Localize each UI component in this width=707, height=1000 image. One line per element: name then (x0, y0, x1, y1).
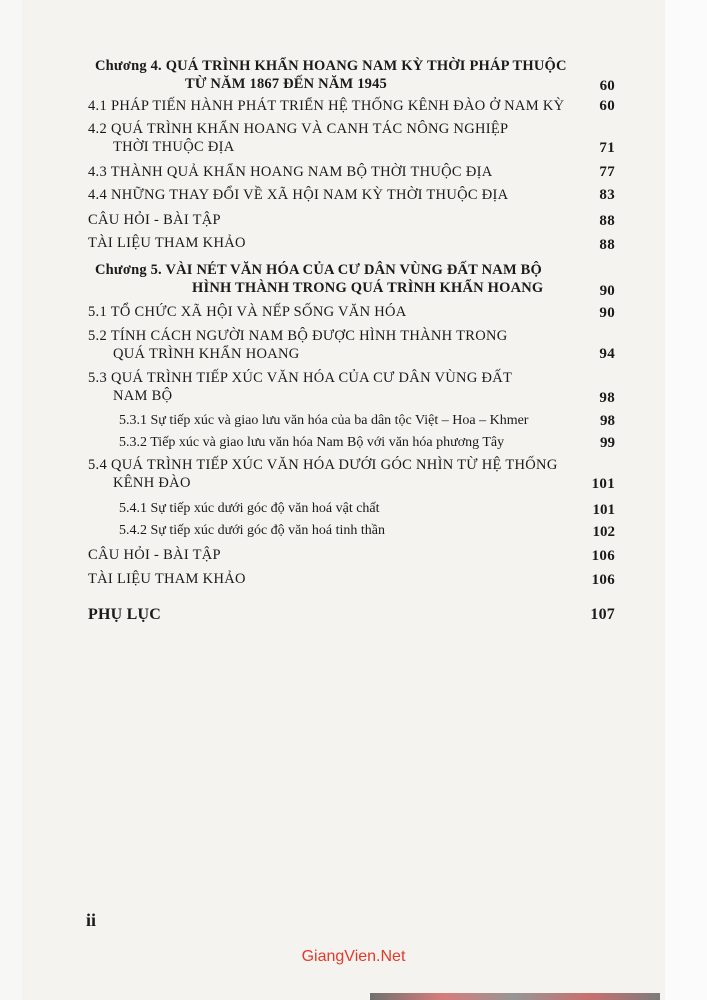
toc-section-5-3 (88, 366, 615, 408)
toc-entry-title: PHỤ LỤC (88, 606, 161, 623)
toc-page-number: 99 (600, 435, 615, 451)
toc-page-number: 106 (591, 548, 615, 564)
toc-page-number: 101 (591, 476, 615, 492)
toc-section-4-2 (88, 118, 615, 160)
page-right-edge (665, 0, 707, 1000)
toc-page-number: 106 (591, 572, 615, 588)
toc-references-4 (88, 232, 615, 258)
toc-section-4-4 (88, 184, 615, 208)
watermark: GiangVien.Net (301, 948, 406, 965)
table-of-contents (88, 52, 615, 630)
toc-entry-title: 4.2 QUÁ TRÌNH KHẨN HOANG VÀ CANH TÁC NÔNG NGHIỆP (88, 121, 509, 137)
toc-page-number: 60 (599, 98, 615, 114)
toc-entry-title-cont: KÊNH ĐÀO (113, 475, 191, 491)
toc-entry-title-cont: HÌNH THÀNH TRONG QUÁ TRÌNH KHẨN HOANG (192, 280, 544, 296)
toc-questions-5 (88, 544, 615, 566)
toc-entry-title-cont: THỜI THUỘC ĐỊA (113, 139, 235, 155)
toc-subsection-5-4-1 (95, 496, 615, 520)
toc-entry-title: TÀI LIỆU THAM KHẢO (88, 235, 246, 251)
toc-page-number: 83 (599, 187, 615, 203)
toc-page-number: 71 (599, 140, 615, 156)
toc-entry-title: 5.4 QUÁ TRÌNH TIẾP XÚC VĂN HÓA DƯỚI GÓC NHÌN TỪ HỆ THỐNG (88, 457, 558, 473)
scan-edge-strip (370, 993, 660, 1000)
toc-references-5 (88, 566, 615, 606)
toc-appendix (88, 606, 615, 630)
toc-entry-title-cont: TỪ NĂM 1867 ĐẾN NĂM 1945 (185, 76, 388, 92)
toc-entry-title: 4.3 THÀNH QUẢ KHẨN HOANG NAM BỘ THỜI THUỘC ĐỊA (88, 164, 493, 180)
toc-entry-title: 5.3.1 Sự tiếp xúc và giao lưu văn hóa của ba dân tộc Việt – Hoa – Khmer (119, 413, 529, 428)
toc-page-number: 98 (600, 413, 615, 429)
toc-page-number: 94 (599, 346, 615, 362)
toc-section-4-3 (88, 160, 615, 184)
toc-entry-title: CÂU HỎI - BÀI TẬP (88, 547, 221, 563)
toc-subsection-5-3-2 (95, 432, 615, 454)
toc-section-5-1 (88, 300, 615, 324)
toc-subsection-5-4-2 (95, 520, 615, 544)
toc-entry-title: TÀI LIỆU THAM KHẢO (88, 571, 246, 587)
page-number: ii (86, 910, 97, 930)
toc-entry-title: 5.3.2 Tiếp xúc và giao lưu văn hóa Nam Bộ với văn hóa phương Tây (119, 435, 505, 450)
toc-entry-title: 4.4 NHỮNG THAY ĐỔI VỀ XÃ HỘI NAM KỲ THỜI THUỘC ĐỊA (88, 187, 509, 203)
page-left-edge (0, 0, 22, 1000)
toc-entry-title: CÂU HỎI - BÀI TẬP (88, 212, 221, 228)
toc-entry-title-cont: NAM BỘ (113, 388, 173, 404)
toc-entry-title: 5.4.1 Sự tiếp xúc dưới góc độ văn hoá vật chất (119, 501, 380, 516)
toc-page-number: 90 (599, 283, 615, 299)
toc-chapter-5 (95, 258, 615, 300)
toc-entry-title: 5.2 TÍNH CÁCH NGƯỜI NAM BỘ ĐƯỢC HÌNH THÀNH TRONG (88, 328, 508, 344)
toc-section-5-4 (88, 454, 615, 496)
toc-page-number: 77 (599, 164, 615, 180)
toc-entry-title: 5.1 TỔ CHỨC XÃ HỘI VÀ NẾP SỐNG VĂN HÓA (88, 304, 407, 320)
toc-entry-title: 5.4.2 Sự tiếp xúc dưới góc độ văn hoá tinh thần (119, 523, 385, 538)
toc-page-number: 107 (590, 606, 615, 623)
toc-questions-4 (88, 208, 615, 232)
toc-page-number: 88 (599, 237, 615, 253)
toc-section-4-1 (88, 94, 615, 118)
toc-page-number: 88 (599, 213, 615, 229)
toc-page-number: 98 (599, 390, 615, 406)
toc-subsection-5-3-1 (95, 408, 615, 432)
toc-entry-title: Chương 5. VÀI NÉT VĂN HÓA CỦA CƯ DÂN VÙNG ĐẤT NAM BỘ (95, 262, 543, 278)
toc-entry-title: 5.3 QUÁ TRÌNH TIẾP XÚC VĂN HÓA CỦA CƯ DÂN VÙNG ĐẤT (88, 370, 513, 386)
toc-entry-title: Chương 4. QUÁ TRÌNH KHẨN HOANG NAM KỲ THỜI PHÁP THUỘC (95, 58, 567, 74)
toc-page-number: 60 (599, 78, 615, 94)
toc-chapter-4 (95, 52, 615, 94)
toc-page-number: 102 (592, 524, 615, 540)
toc-page-number: 90 (599, 305, 615, 321)
toc-section-5-2 (88, 324, 615, 366)
toc-entry-title-cont: QUÁ TRÌNH KHẨN HOANG (113, 346, 300, 362)
toc-entry-title: 4.1 PHÁP TIẾN HÀNH PHÁT TRIỂN HỆ THỐNG KÊNH ĐÀO Ở NAM KỲ (88, 98, 565, 114)
toc-page-number: 101 (592, 502, 615, 518)
